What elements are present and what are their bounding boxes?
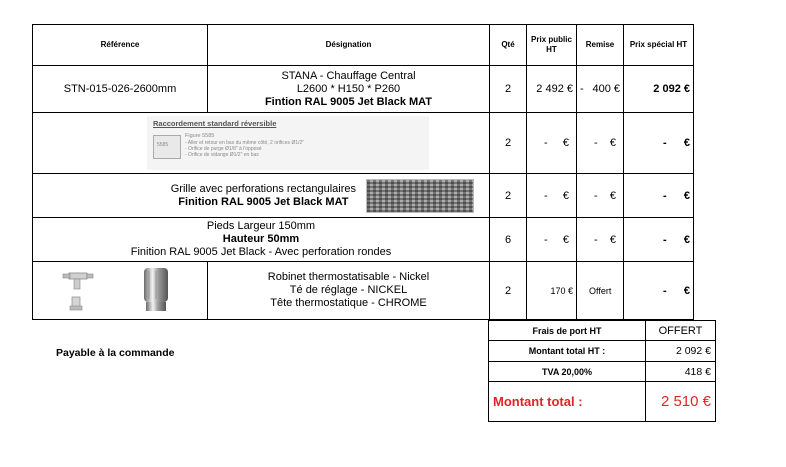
row-designation (33, 174, 490, 218)
currency: € (562, 189, 569, 202)
dash: - (663, 189, 667, 202)
row-images (33, 262, 208, 320)
row-reference: STN-015-026-2600mm (33, 66, 208, 113)
header-public-price: Prix public HT (527, 25, 577, 66)
row-special-price (624, 262, 694, 320)
table-row (33, 262, 694, 320)
designation-line: Tête thermostatique - CHROME (270, 297, 427, 309)
row-public-price: 2 492 € (527, 66, 577, 113)
table-row (33, 174, 694, 218)
total-ht-label: Montant total HT : (489, 341, 646, 362)
row-public-price: 170 € (527, 262, 577, 320)
diagram-note: - Aller et retour en bas du même côté, 2 orifices Ø1/2" (185, 140, 305, 146)
total-ht-value: 2 092 € (646, 341, 716, 362)
designation-line: Grille avec perforations rectangulaires (170, 182, 356, 195)
payment-terms: Payable à la commande (56, 347, 175, 359)
header-designation: Désignation (208, 25, 490, 66)
currency: € (609, 233, 616, 246)
dash: - (594, 233, 598, 246)
row-discount (577, 113, 624, 174)
designation-line: Hauteur 50mm (222, 233, 300, 245)
totals-row (489, 362, 716, 382)
table-row (33, 218, 694, 262)
totals-row (489, 341, 716, 362)
designation-line: Finition RAL 9005 Jet Black MAT (178, 195, 349, 208)
currency: € (609, 189, 616, 202)
currency: € (683, 137, 690, 149)
header-reference: Référence (33, 25, 208, 66)
row-special-price (624, 113, 694, 174)
diagram-code: 5585 (157, 142, 169, 148)
designation-line: Fintion RAL 9005 Jet Black MAT (264, 95, 433, 108)
designation-line: Pieds Largeur 150mm (206, 220, 316, 232)
header-discount: Remise (577, 25, 624, 66)
designation-line: Té de réglage - NICKEL (289, 284, 408, 296)
currency: € (562, 137, 569, 149)
header-row (33, 25, 694, 66)
connection-diagram (147, 116, 429, 170)
currency: € (683, 189, 690, 202)
grille-image (366, 179, 474, 213)
table-row (33, 113, 694, 174)
row-discount: Offert (577, 262, 624, 320)
diagram-sketch (153, 135, 181, 159)
diagram-title: Raccordement standard réversible (153, 119, 277, 128)
designation-line: L2600 * H150 * P260 (296, 82, 401, 95)
currency: € (609, 137, 616, 149)
row-special-price (624, 174, 694, 218)
dash: - (663, 284, 667, 297)
row-qty: 6 (490, 218, 527, 262)
currency: € (683, 233, 690, 246)
dash: - (544, 189, 548, 202)
discount-value: 400 € (592, 83, 620, 95)
shipping-label: Frais de port HT (489, 321, 646, 341)
row-special-price: 2 092 € (624, 66, 694, 113)
row-public-price (527, 113, 577, 174)
dash: - (594, 137, 598, 149)
designation-line: STANA - Chauffage Central (281, 69, 416, 82)
totals-row (489, 321, 716, 341)
diagram-caption: Figure 5585 (185, 133, 215, 139)
grand-total-label: Montant total : (489, 382, 646, 422)
valve-icon (61, 267, 101, 315)
row-qty: 2 (490, 174, 527, 218)
row-discount (577, 66, 624, 113)
totals-row (489, 382, 716, 422)
vat-value: 418 € (646, 362, 716, 382)
header-qty: Qté (490, 25, 527, 66)
row-qty: 2 (490, 66, 527, 113)
row-discount (577, 174, 624, 218)
dash: - (544, 137, 548, 149)
thermostatic-head-icon (139, 265, 173, 317)
row-qty: 2 (490, 262, 527, 320)
currency: € (562, 233, 569, 246)
row-designation (208, 66, 490, 113)
row-diagram-cell (33, 113, 490, 174)
header-special-price: Prix spécial HT (624, 25, 694, 66)
row-designation (208, 262, 490, 320)
row-designation (33, 218, 490, 262)
designation-line: Finition RAL 9005 Jet Black - Avec perforation rondes (130, 246, 392, 258)
dash: - (544, 233, 548, 246)
vat-label: TVA 20,00% (489, 362, 646, 382)
shipping-value: OFFERT (646, 321, 716, 341)
diagram-note: - Orifice de vidange Ø1/2" en bas (185, 152, 259, 158)
row-public-price (527, 174, 577, 218)
discount-sign: - (580, 83, 584, 95)
row-public-price (527, 218, 577, 262)
dash: - (663, 233, 667, 246)
quote-table (32, 24, 694, 320)
designation-line: Robinet thermostatisable - Nickel (267, 271, 430, 283)
diagram-note: - Orifice de purge Ø1/8" à l'opposé (185, 146, 262, 152)
currency: € (683, 284, 690, 297)
row-qty: 2 (490, 113, 527, 174)
row-discount (577, 218, 624, 262)
grand-total-value: 2 510 € (646, 382, 716, 422)
row-special-price (624, 218, 694, 262)
table-row (33, 66, 694, 113)
dash: - (594, 189, 598, 202)
totals-table (488, 320, 716, 422)
dash: - (663, 137, 667, 149)
